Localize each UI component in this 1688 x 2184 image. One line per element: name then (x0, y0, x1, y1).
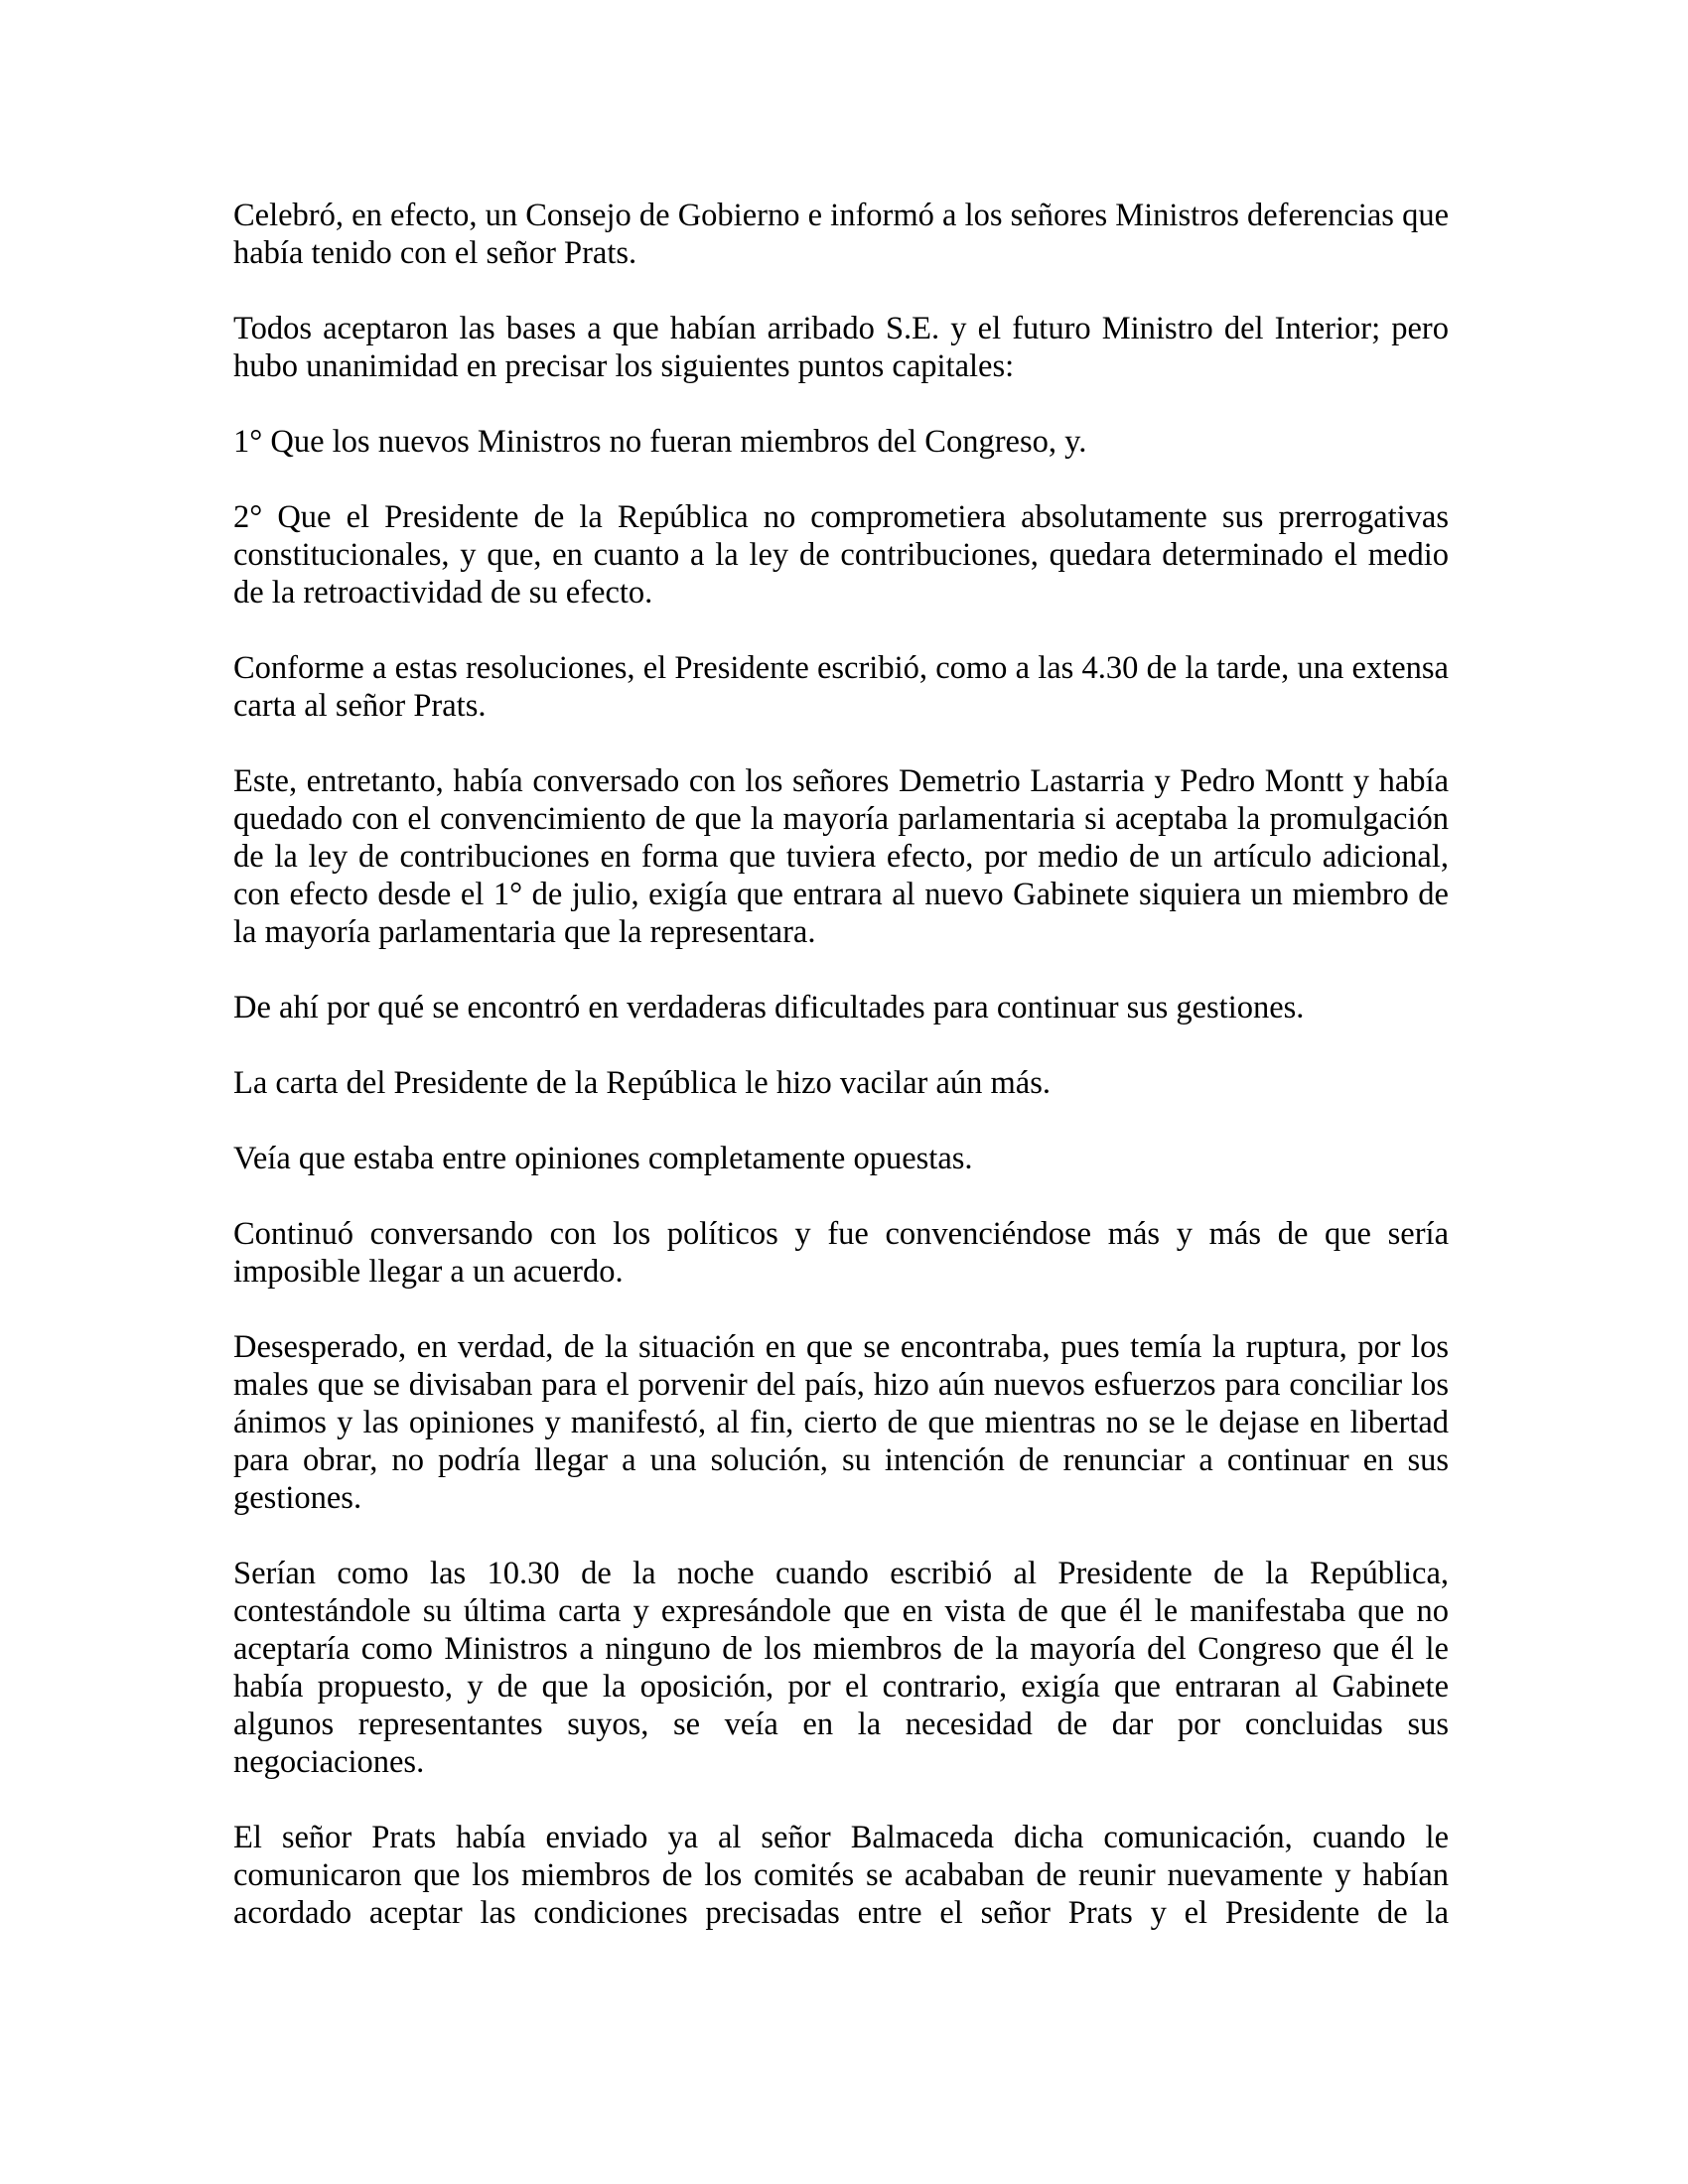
paragraph-conversando-politicos: Continuó conversando con los políticos y fue convenciéndose más y más de que sería imposible llegar a un acuerdo. (233, 1216, 1449, 1290)
paragraph-punto-2: 2° Que el Presidente de la República no comprometiera absolutamente sus prerrogativas constitucionales, y que, en cuanto a la ley de contribuciones, quedara determinado el medio de la retroactividad de su efecto. (233, 499, 1449, 611)
paragraph-consejo-gobierno: Celebró, en efecto, un Consejo de Gobierno e informó a los señores Ministros deferencias que había tenido con el señor Prats. (233, 198, 1449, 271)
paragraph-conversacion-prats: Este, entretanto, había conversado con los señores Demetrio Lastarria y Pedro Montt y había quedado con el convencimiento de que la mayoría parlamentaria si aceptaba la promulgación de la ley de contribuciones en forma que tuviera efecto, por medio de un artículo adicional, con efecto desde el 1° de julio, exigía que entrara al nuevo Gabinete siquiera un miembro de la mayoría parlamentaria que la representara. (233, 763, 1449, 950)
paragraph-carta-presidente: Conforme a estas resoluciones, el Presidente escribió, como a las 4.30 de la tarde, una extensa carta al señor Prats. (233, 650, 1449, 724)
paragraph-dificultades: De ahí por qué se encontró en verdaderas dificultades para continuar sus gestiones. (233, 990, 1305, 1025)
paragraph-vacilar: La carta del Presidente de la República le hizo vacilar aún más. (233, 1065, 1051, 1101)
paragraph-punto-1: 1° Que los nuevos Ministros no fueran miembros del Congreso, y. (233, 424, 1087, 460)
paragraph-comunicacion-balmaceda: El señor Prats había enviado ya al señor Balmaceda dicha comunicación, cuando le comunicaron que los miembros de los comités se acababan de reunir nuevamente y habían acordado aceptar las condiciones precisadas entre el señor Prats y el Presidente de la (233, 1820, 1449, 1931)
paragraph-bases-aceptadas: Todos aceptaron las bases a que habían arribado S.E. y el futuro Ministro del Interior; pero hubo unanimidad en precisar los siguientes puntos capitales: (233, 311, 1449, 384)
paragraph-carta-respuesta: Serían como las 10.30 de la noche cuando escribió al Presidente de la República, contestándole su última carta y expresándole que en vista de que él le manifestaba que no aceptaría como Ministros a ninguno de los miembros de la mayoría del Congreso que él le había propuesto, y de que la oposición, por el contrario, exigía que entraran al Gabinete algunos representantes suyos, se veía en la necesidad de dar por concluidas sus negociaciones. (233, 1556, 1449, 1780)
document-body (233, 197, 1449, 1932)
paragraph-desesperado: Desesperado, en verdad, de la situación en que se encontraba, pues temía la ruptura, por los males que se divisaban para el porvenir del país, hizo aún nuevos esfuerzos para conciliar los ánimos y las opiniones y manifestó, al fin, cierto de que mientras no se le dejase en libertad para obrar, no podría llegar a una solución, su intención de renunciar a continuar en sus gestiones. (233, 1329, 1449, 1516)
paragraph-opiniones-opuestas: Veía que estaba entre opiniones completamente opuestas. (233, 1141, 973, 1176)
